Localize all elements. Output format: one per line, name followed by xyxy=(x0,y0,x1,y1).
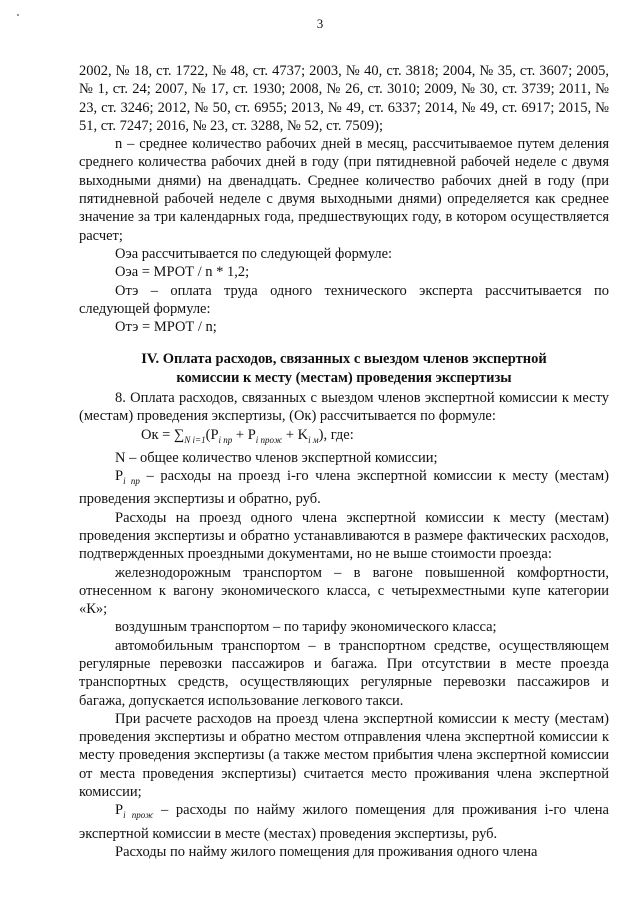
formula-ote: Отэ = МРОТ / n; xyxy=(115,319,217,336)
paragraph-travel-expenses: Расходы на проезд одного члена экспертной комиссии к месту (местам) проведения экспертизы и обратно устанавливаются в размере фактических расходов, подтвержденных проездными документами, но не выше стоимости проезда: xyxy=(79,509,609,563)
formula-close: ), где: xyxy=(318,426,354,443)
formula-lhs: Ок = xyxy=(141,426,174,443)
sum-sign: ∑ xyxy=(173,426,185,443)
formula-oea: Оэа = МРОТ / n * 1,2; xyxy=(115,264,250,281)
paragraph-oea-intro: Оэа рассчитывается по следующей формуле: xyxy=(115,245,393,262)
paragraph-accommodation: Расходы по найму жилого помещения для проживания одного члена xyxy=(115,843,538,860)
paragraph-departure-place: При расчете расходов на проезд члена экспертной комиссии к месту (местам) проведения экспертизы и обратно местом отправления члена экспертной комиссии к месту проведения экспертизы (а также местом прибытия члена экспертной комиссии от места проведения экспертизы) считается место проживания члена экспертной комиссии; xyxy=(79,710,609,801)
formula-plus-1: + P xyxy=(232,426,256,443)
paragraph-piprozh xyxy=(79,801,609,842)
piprozh-text: – расходы по найму жилого помещения для проживания i-го члена экспертной комиссии в месте (местах) проведения экспертизы, руб. xyxy=(79,802,609,842)
paragraph-air: воздушным транспортом – по тарифу экономического класса; xyxy=(115,619,497,636)
paragraph-n-members: N – общее количество членов экспертной комиссии; xyxy=(115,449,438,466)
paragraph-8: 8. Оплата расходов, связанных с выездом членов экспертной комиссии к месту (местам) проведения экспертизы, (Ок) рассчитывается по формуле: xyxy=(79,390,609,425)
pipr-subscript: i пр xyxy=(123,476,140,487)
formula-sub-3: i м xyxy=(308,434,319,445)
sum-limits: N i=1 xyxy=(184,434,206,445)
scan-speck xyxy=(17,14,19,16)
pipr-symbol: P xyxy=(115,468,124,485)
page-number: 3 xyxy=(316,16,324,31)
paragraph-citations: 2002, № 18, ст. 1722, № 48, ст. 4737; 2003, № 40, ст. 3818; 2004, № 35, ст. 3607; 2005, № 1, ст. 24; 2007, № 17, ст. 1930; 2008, № 26, ст. 3010; 2009, № 30, ст. 3739; 2011, № 23, ст. 3246; 2012, № 50, ст. 6955; 2013, № 49, ст. 6337; 2014, № 49, ст. 6917; 2015, № 51, ст. 7247; 2016, № 23, ст. 3288, № 52, ст. 7509); xyxy=(79,63,609,134)
formula-ok xyxy=(79,426,609,449)
formula-open: (P xyxy=(205,426,219,443)
formula-sub-2: i прож xyxy=(255,434,283,445)
formula-sub-1: i пр xyxy=(218,434,233,445)
paragraph-pipr xyxy=(79,467,609,508)
paragraph-railway: железнодорожным транспортом – в вагоне повышенной комфортности, отнесенном к вагону экономического класса, с четырехместными купе категории «К»; xyxy=(79,564,609,618)
paragraph-ote-intro: Отэ – оплата труда одного технического эксперта рассчитывается по следующей формуле: xyxy=(79,282,609,317)
section-heading: IV. Оплата расходов, связанных с выездом членов экспертной комиссии к месту (местам) проведения экспертизы xyxy=(141,351,547,386)
formula-plus-2: + K xyxy=(282,426,309,443)
paragraph-road: автомобильным транспортом – в транспортном средстве, осуществляющем регулярные перевозки пассажиров и багажа. При отсутствии в месте проезда транспортных средств, осуществляющих регулярные перевозки пассажиров и багажа, допускается использование легкового такси. xyxy=(79,637,609,709)
paragraph-n-definition: n – среднее количество рабочих дней в месяц, рассчитываемое путем деления среднего количества рабочих дней в году (при пятидневной рабочей неделе с двумя выходными днями) на двенадцать. Среднее количество рабочих дней в году (при пятидневной рабочей неделе с двумя выходными днями) определяется как среднее значение за три календарных года, предшествующих году, в котором осуществляется расчет; xyxy=(79,136,609,244)
pipr-text: – расходы на проезд i-го члена экспертной комиссии к месту (местам) проведения экспертизы и обратно, руб. xyxy=(79,468,609,508)
piprozh-subscript: i прож xyxy=(123,810,154,821)
document-body xyxy=(79,62,609,861)
piprozh-symbol: P xyxy=(115,802,124,819)
